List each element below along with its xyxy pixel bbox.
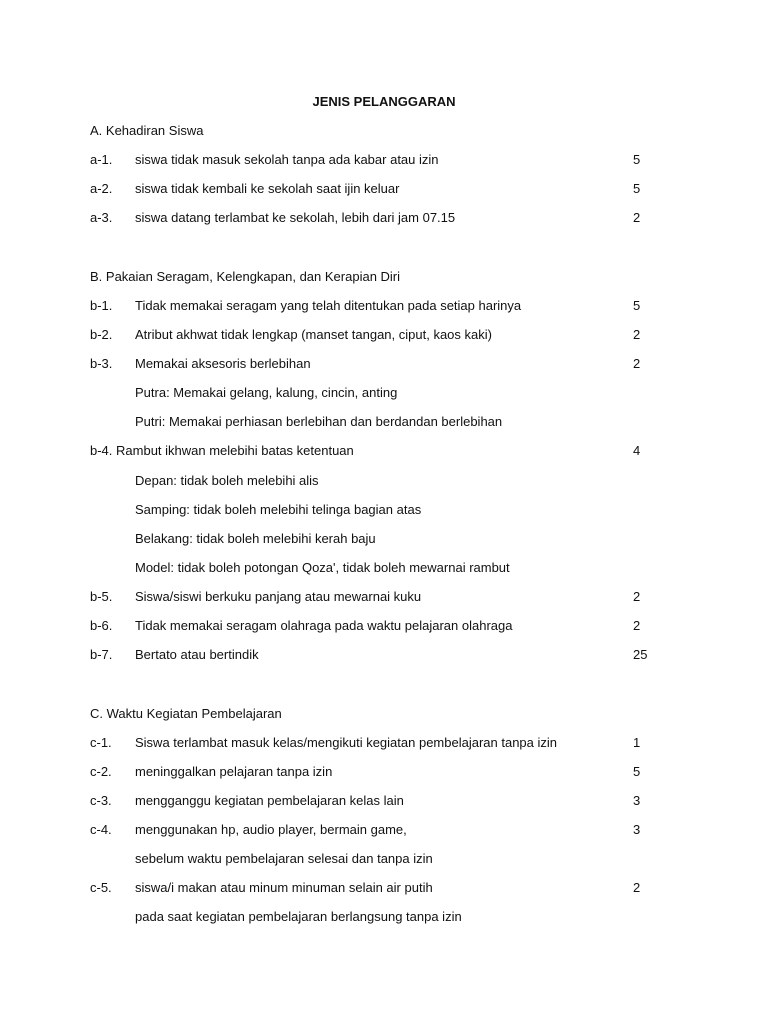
item-text: siswa tidak masuk sekolah tanpa ada kabar atau izin bbox=[135, 152, 439, 167]
item-label: b-4. Rambut ikhwan melebihi batas ketentuan bbox=[90, 443, 354, 458]
item-points: 4 bbox=[633, 443, 641, 458]
item-code: a-3. bbox=[90, 210, 113, 225]
list-item-continuation bbox=[0, 473, 768, 489]
list-item-continuation bbox=[0, 414, 768, 430]
item-text: Putri: Memakai perhiasan berlebihan dan berdandan berlebihan bbox=[135, 414, 503, 429]
list-item bbox=[0, 210, 768, 226]
page-title: JENIS PELANGGARAN bbox=[312, 94, 456, 109]
item-text: Belakang: tidak boleh melebihi kerah baju bbox=[135, 531, 376, 546]
section-a-heading-row bbox=[0, 123, 768, 139]
item-text: mengganggu kegiatan pembelajaran kelas lain bbox=[135, 793, 404, 808]
list-item bbox=[0, 589, 768, 605]
item-text: siswa tidak kembali ke sekolah saat ijin keluar bbox=[135, 181, 400, 196]
item-points: 3 bbox=[633, 793, 641, 808]
item-points: 2 bbox=[633, 618, 641, 633]
item-code: b-7. bbox=[90, 647, 113, 662]
item-code: a-2. bbox=[90, 181, 113, 196]
list-item bbox=[0, 152, 768, 168]
item-text: siswa datang terlambat ke sekolah, lebih dari jam 07.15 bbox=[135, 210, 456, 225]
item-text: Bertato atau bertindik bbox=[135, 647, 259, 662]
section-c-heading-row bbox=[0, 706, 768, 722]
item-points: 3 bbox=[633, 822, 641, 837]
item-text: menggunakan hp, audio player, bermain game, bbox=[135, 822, 407, 837]
list-item bbox=[0, 764, 768, 780]
item-text: Tidak memakai seragam yang telah ditentukan pada setiap harinya bbox=[135, 298, 522, 313]
list-item-continuation bbox=[0, 385, 768, 401]
item-points: 2 bbox=[633, 880, 641, 895]
list-item bbox=[0, 735, 768, 751]
item-points: 2 bbox=[633, 327, 641, 342]
item-text: siswa/i makan atau minum minuman selain air putih bbox=[135, 880, 433, 895]
list-item bbox=[0, 327, 768, 343]
list-item bbox=[0, 356, 768, 372]
item-text: Depan: tidak boleh melebihi alis bbox=[135, 473, 319, 488]
section-heading: A. Kehadiran Siswa bbox=[90, 123, 204, 138]
item-points: 5 bbox=[633, 764, 641, 779]
list-item bbox=[0, 181, 768, 197]
section-b-heading-row bbox=[0, 269, 768, 285]
item-code: c-3. bbox=[90, 793, 112, 808]
list-item bbox=[0, 793, 768, 809]
item-code: c-5. bbox=[90, 880, 112, 895]
list-item bbox=[0, 298, 768, 314]
list-item bbox=[0, 618, 768, 634]
list-item bbox=[0, 443, 768, 459]
item-points: 2 bbox=[633, 589, 641, 604]
item-points: 5 bbox=[633, 298, 641, 313]
item-text: Siswa/siswi berkuku panjang atau mewarnai kuku bbox=[135, 589, 422, 604]
item-code: b-6. bbox=[90, 618, 113, 633]
item-code: a-1. bbox=[90, 152, 113, 167]
list-item-continuation bbox=[0, 851, 768, 867]
item-text: Atribut akhwat tidak lengkap (manset tangan, ciput, kaos kaki) bbox=[135, 327, 492, 342]
section-heading: C. Waktu Kegiatan Pembelajaran bbox=[90, 706, 282, 721]
item-text: meninggalkan pelajaran tanpa izin bbox=[135, 764, 333, 779]
item-code: c-1. bbox=[90, 735, 112, 750]
list-item-continuation bbox=[0, 502, 768, 518]
item-points: 2 bbox=[633, 356, 641, 371]
item-code: b-1. bbox=[90, 298, 113, 313]
list-item bbox=[0, 822, 768, 838]
item-text: pada saat kegiatan pembelajaran berlangsung tanpa izin bbox=[135, 909, 462, 924]
item-code: b-5. bbox=[90, 589, 113, 604]
item-points: 1 bbox=[633, 735, 641, 750]
item-text: sebelum waktu pembelajaran selesai dan tanpa izin bbox=[135, 851, 433, 866]
item-points: 5 bbox=[633, 152, 641, 167]
item-text: Samping: tidak boleh melebihi telinga bagian atas bbox=[135, 502, 422, 517]
list-item-continuation bbox=[0, 909, 768, 925]
list-item bbox=[0, 647, 768, 663]
section-heading: B. Pakaian Seragam, Kelengkapan, dan Kerapian Diri bbox=[90, 269, 401, 284]
item-text: Siswa terlambat masuk kelas/mengikuti kegiatan pembelajaran tanpa izin bbox=[135, 735, 557, 750]
item-text: Tidak memakai seragam olahraga pada waktu pelajaran olahraga bbox=[135, 618, 513, 633]
item-text: Model: tidak boleh potongan Qoza', tidak boleh mewarnai rambut bbox=[135, 560, 510, 575]
item-points: 25 bbox=[633, 647, 648, 662]
item-text: Memakai aksesoris berlebihan bbox=[135, 356, 311, 371]
item-code: c-2. bbox=[90, 764, 112, 779]
item-text: Putra: Memakai gelang, kalung, cincin, anting bbox=[135, 385, 398, 400]
list-item bbox=[0, 880, 768, 896]
item-code: c-4. bbox=[90, 822, 112, 837]
list-item-continuation bbox=[0, 560, 768, 576]
item-code: b-2. bbox=[90, 327, 113, 342]
item-code: b-3. bbox=[90, 356, 113, 371]
item-points: 5 bbox=[633, 181, 641, 196]
item-points: 2 bbox=[633, 210, 641, 225]
list-item-continuation bbox=[0, 531, 768, 547]
